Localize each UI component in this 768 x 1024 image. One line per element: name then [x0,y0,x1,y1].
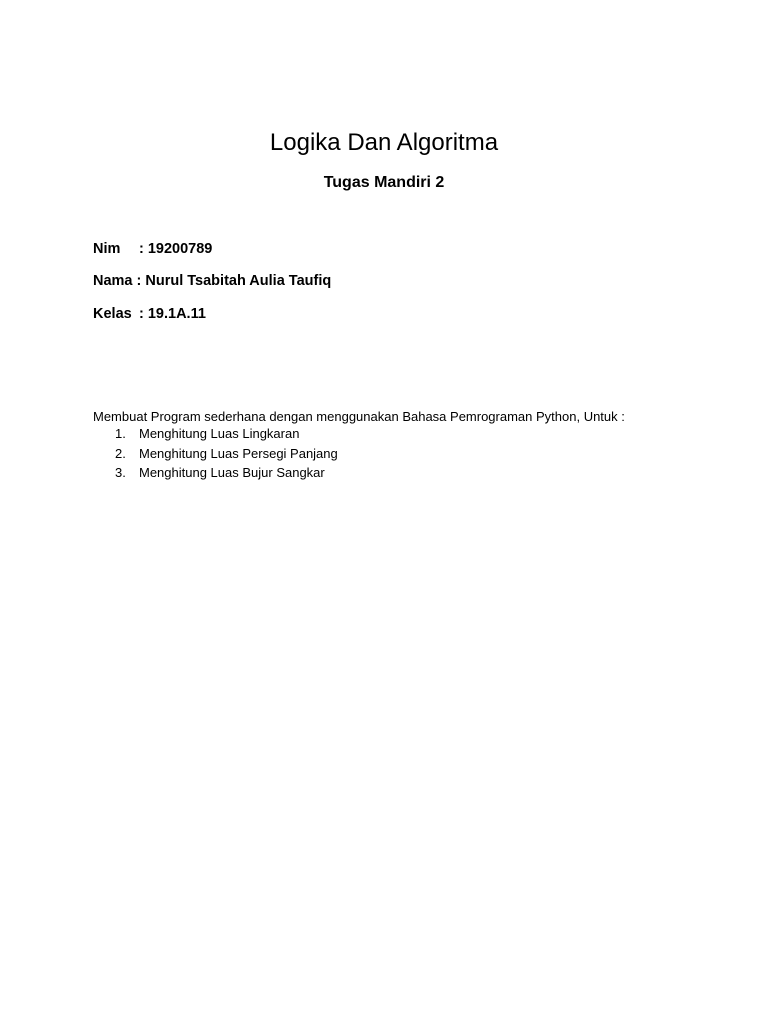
kelas-label: Kelas [93,306,132,322]
info-row-kelas [93,304,206,324]
document-title: Logika Dan Algoritma [269,129,499,156]
info-row-nim [93,239,212,259]
intro-paragraph: Membuat Program sederhana dengan menggunakan Bahasa Pemrograman Python, Untuk : [93,409,625,424]
nim-value: : 19200789 [139,241,213,257]
list-number: 2. [115,445,126,461]
info-row-nama [93,271,331,291]
document-subtitle: Tugas Mandiri 2 [323,174,445,191]
nama-label: Nama [93,273,133,289]
list-number: 3. [115,465,126,480]
list-number: 1. [115,426,126,441]
list-text: Menghitung Luas Persegi Panjang [139,445,338,461]
nama-value: : Nurul Tsabitah Aulia Taufiq [132,273,332,289]
list-text: Menghitung Luas Bujur Sangkar [139,465,325,480]
nim-label: Nim [93,241,121,257]
kelas-value: : 19.1A.11 [139,306,206,322]
list-text: Menghitung Luas Lingkaran [139,426,300,441]
